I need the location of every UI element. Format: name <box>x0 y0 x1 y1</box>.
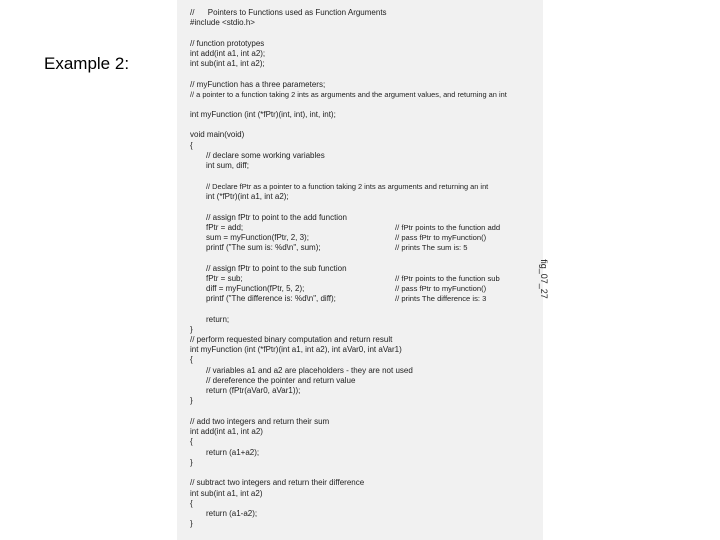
code-comment: // pass fPtr to myFunction() <box>395 284 487 293</box>
code-comment: // fPtr points to the function sub <box>395 274 500 283</box>
code-line: int sub(int a1, int a2) <box>190 489 263 498</box>
code-line: } <box>190 458 193 467</box>
code-line: int sum, diff; <box>206 161 249 170</box>
code-line: // dereference the pointer and return value <box>206 376 356 385</box>
code-line: // variables a1 and a2 are placeholders - they are not used <box>206 366 413 375</box>
code-line: // assign fPtr to point to the sub function <box>206 264 347 273</box>
code-line: { <box>190 355 193 364</box>
code-line: printf ("The sum is: %d\n", sum); <box>206 243 321 252</box>
code-comment: // pass fPtr to myFunction() <box>395 233 487 242</box>
code-line: return (fPtr(aVar0, aVar1)); <box>206 386 301 395</box>
code-line: // Pointers to Functions used as Function Arguments <box>190 8 387 17</box>
code-line: int add(int a1, int a2) <box>190 427 263 436</box>
code-line: sum = myFunction(fPtr, 2, 3); <box>206 233 309 242</box>
code-line: return (a1-a2); <box>206 509 258 518</box>
code-line: // Declare fPtr as a pointer to a function taking 2 ints as arguments and returning an int <box>206 182 489 191</box>
code-line: } <box>190 325 193 334</box>
code-line: { <box>190 499 193 508</box>
code-line: // add two integers and return their sum <box>190 417 330 426</box>
code-comment: // prints The sum is: 5 <box>395 243 468 252</box>
code-line: int myFunction (int (*fPtr)(int, int), int, int); <box>190 110 336 119</box>
code-line: { <box>190 141 193 150</box>
code-line: // function prototypes <box>190 39 265 48</box>
code-line: { <box>190 437 193 446</box>
code-line: #include <stdio.h> <box>190 18 255 27</box>
code-line: // declare some working variables <box>206 151 325 160</box>
code-line: int add(int a1, int a2); <box>190 49 266 58</box>
code-line: } <box>190 519 193 528</box>
code-line: void main(void) <box>190 130 245 139</box>
code-line: fPtr = add; <box>206 223 244 232</box>
code-line: } <box>190 396 193 405</box>
code-line: diff = myFunction(fPtr, 5, 2); <box>206 284 305 293</box>
code-figure <box>177 0 543 540</box>
code-line: // perform requested binary computation and return result <box>190 335 393 344</box>
code-line: printf ("The difference is: %d\n", diff); <box>206 294 336 303</box>
code-line: // assign fPtr to point to the add function <box>206 213 347 222</box>
code-line: return; <box>206 315 230 324</box>
figure-label: fig_07_27 <box>539 259 549 299</box>
code-comment: // fPtr points to the function add <box>395 223 501 232</box>
code-comment: // prints The difference is: 3 <box>395 294 487 303</box>
code-line: fPtr = sub; <box>206 274 243 283</box>
code-line: return (a1+a2); <box>206 448 260 457</box>
code-line: int myFunction (int (*fPtr)(int a1, int a2), int aVar0, int aVar1) <box>190 345 402 354</box>
code-line: int (*fPtr)(int a1, int a2); <box>206 192 289 201</box>
code-line: // a pointer to a function taking 2 ints as arguments and the argument values, and returning an int <box>190 90 507 99</box>
code-line: // myFunction has a three parameters; <box>190 80 326 89</box>
code-line: int sub(int a1, int a2); <box>190 59 265 68</box>
code-line: // subtract two integers and return their difference <box>190 478 365 487</box>
slide-title: Example 2: <box>44 54 130 73</box>
